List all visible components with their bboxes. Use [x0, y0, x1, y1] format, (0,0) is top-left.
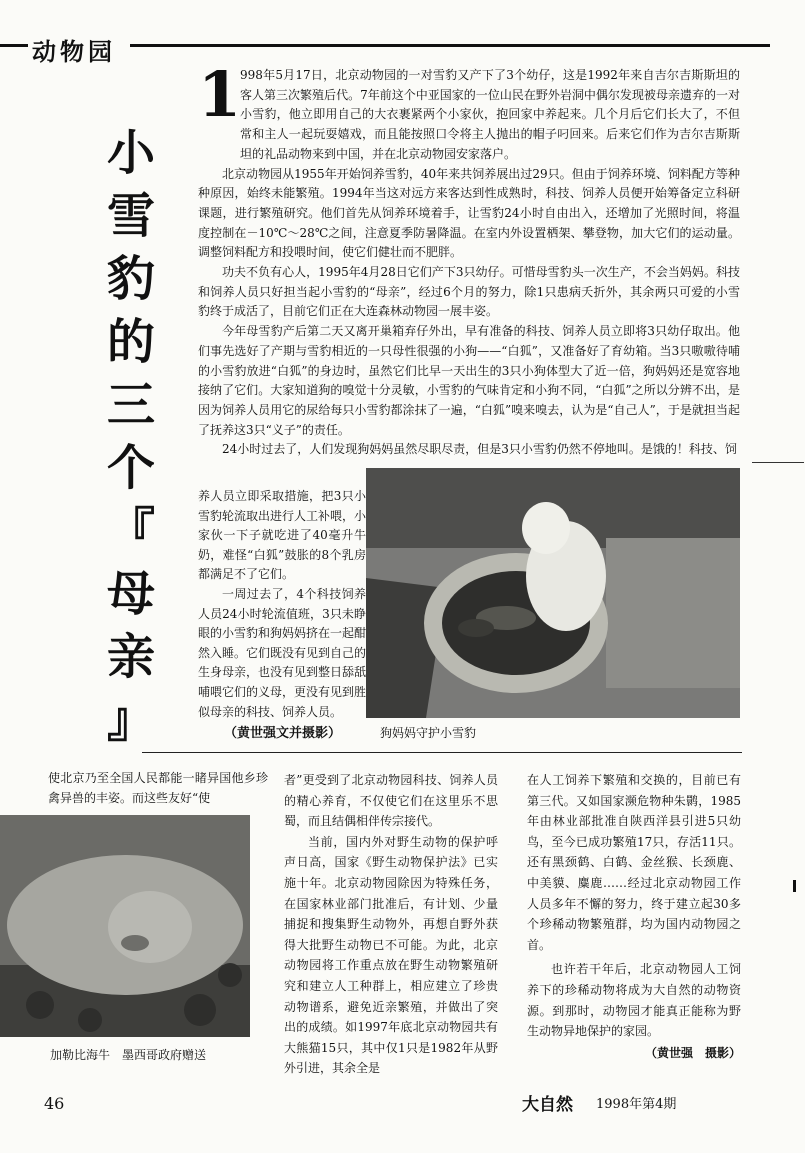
paragraph: 当前，国内外对野生动物的保护呼声日高，国家《野生动物保护法》已实施十年。北京动物园除因为特殊任务，在国家林业部门批准后，有计划、少量捕捉和搜集野生动物外，再想自野外获得大批野生动物已不可能。为此，北京动物园将工作重点放在野生动物繁殖研究和建立人工种群上，相应建立了珍贵动物谱系，避免近亲繁殖，并做出了突出的成绩。如1997年底北京动物园共有大熊猫15只，其中仅1只是1982年从野外引进，其余全是: [284, 834, 498, 1076]
photo-dog-and-cubs: [366, 468, 740, 718]
paragraph: 也许若干年后，北京动物园人工饲养下的珍稀动物将成为大自然的动物资源。到那时，动物园才能真正能称为野生动物异地保护的家园。: [527, 962, 741, 1039]
title-char: 雪: [106, 188, 155, 244]
page-number: 46: [44, 1094, 65, 1113]
paragraph: 北京动物园从1955年开始饲养雪豹，40年来共饲养展出过29只。但由于饲养环境、饲料配方等种种原因，始终未能繁殖。1994年当这对远方来客达到性成熟时，科技、饲养人员便开始筹备定立科研课题，进行繁殖研究。他们首先从饲养环境着手，让雪豹24小时自由出入，还增加了光照时间，将温度控制在－10℃～28℃之间，注意夏季防暑降温。在室内外设置栖架、攀登物，加大它们的运动量。调整饲料配方和投喂时间，使它们健壮而不肥胖。: [198, 166, 740, 260]
article-title: [96, 122, 166, 752]
header-rule-left: [0, 44, 28, 47]
header-rule: [130, 44, 770, 47]
photo-manatee-image: [0, 815, 250, 1037]
divider: [142, 752, 742, 753]
title-char: 小: [106, 125, 155, 181]
column-3: [527, 770, 741, 1063]
article-body-narrow: [198, 487, 366, 722]
paragraph: 功夫不负有心人，1995年4月28日它们产下3只幼仔。可惜母雪豹头一次生产，不会当妈妈。科技和饲养人员只好担当起小雪豹的“母亲”，经过6个月的努力，除1只患病夭折外，其余两只可爱的小雪豹终于成活了，目前它们正在大连森林动物园一展丰姿。: [198, 265, 740, 319]
photo-caption: 狗妈妈守护小雪豹: [380, 726, 477, 740]
paragraph: 今年母雪豹产后第二天又离开巢箱弃仔外出，早有准备的科技、饲养人员立即将3只幼仔取出。他们事先选好了产期与雪豹相近的一只母性很强的小狗——“白狐”，又准备好了育幼箱。当3只嗷嗷待哺的小雪豹放进“白狐”的身边时，虽然它们比早一天出生的3只小狗体型大了近一倍，狗妈妈还是宽容地接纳了它们。大家知道狗的嗅觉十分灵敏，小雪豹的气味肯定和小狗不同，“白狐”之所以分辨不出，是因为饲养人员用它的尿给每只小雪豹都涂抹了一遍，“白狐”嗅来嗅去，认为是“自己人”，于是就担当起了抚养这3只“义子”的责任。: [198, 324, 740, 437]
photo-manatee: [0, 815, 250, 1037]
paragraph: 24小时过去了，人们发现狗妈妈虽然尽职尽责，但是3只小雪豹仍然不停地叫。是饿的！科技、饲: [222, 442, 737, 457]
paragraph: 使北京乃至全国人民都能一睹异国他乡珍禽异兽的丰姿。而这些友好“使: [48, 771, 268, 805]
photo-caption: 加勒比海牛 墨西哥政府赠送: [50, 1048, 207, 1062]
divider: [752, 462, 804, 463]
paragraph: 998年5月17日，北京动物园的一对雪豹又产下了3个幼仔，这是1992年来自吉尔吉斯斯坦的客人第三次繁殖后代。7年前这个中亚国家的一位山民在野外岩洞中偶尔发现被母亲遗弃的一对小雪豹，他立即用自己的大衣裹紧两个小家伙，抱回家中养起来。几个月后它们长大了，不但常和主人一起玩耍嬉戏，而且能按照口令将主人抛出的帽子叼回来。后来它们作为吉尔吉斯斯坦的礼品动物来到中国，并在北京动物园安家落户。: [240, 68, 740, 161]
section-label: 动物园: [32, 38, 116, 66]
drop-cap: 1: [198, 58, 242, 131]
title-char: 的: [106, 314, 155, 370]
title-char: 母: [106, 566, 155, 622]
edge-mark: [793, 880, 796, 892]
paragraph: 者”更受到了北京动物园科技、饲养人员的精心养育，不仅使它们在这里乐不思蜀，而且结偶相伴传宗接代。: [284, 773, 498, 829]
title-char: 三: [106, 377, 155, 433]
photo-dog-and-cubs-image: [366, 468, 740, 718]
article-body-top: [198, 58, 740, 460]
title-char: 个: [106, 440, 155, 496]
paragraph: 一周过去了，4个科技饲养人员24小时轮流值班，3只未睁眼的小雪豹和狗妈妈挤在一起酣然入睡。它们既没有见到自己的生身母亲，也没有见到整日舔舐哺喂它们的义母，更没有见到胜似母亲的科技、饲养人员。: [198, 586, 367, 719]
paragraph: 养人员立即采取措施，把3只小雪豹轮流取出进行人工补喂，小家伙一下子就吃进了40毫升牛奶，难怪“白狐”鼓胀的8个乳房都满足不了它们。: [198, 489, 367, 582]
title-char: 豹: [106, 251, 155, 307]
magazine-name: 大自然: [522, 1095, 573, 1115]
title-char: 』: [106, 692, 155, 748]
issue-number: 1998年第4期: [596, 1097, 677, 1112]
column-1: [48, 768, 268, 808]
author-credit: （黄世强 摄影）: [644, 1045, 741, 1060]
paragraph: 在人工饲养下繁殖和交换的，目前已有第三代。又如国家濒危物种朱鹮，1985年由林业部批准自陕西洋县引进5只幼鸟，至今已成功繁殖17只，存活11只。还有黑颈鹤、白鹤、金丝猴、长颈鹿、中美貘、麋鹿……经过北京动物园工作人员多年不懈的努力，终于建立起30多个珍稀动物繁殖群，均为国内动物园之首。: [527, 773, 741, 952]
title-char: 『: [106, 503, 155, 559]
author-credit: （黄世强文并摄影）: [224, 726, 342, 741]
column-2: [284, 770, 498, 1079]
title-char: 亲: [106, 629, 155, 685]
